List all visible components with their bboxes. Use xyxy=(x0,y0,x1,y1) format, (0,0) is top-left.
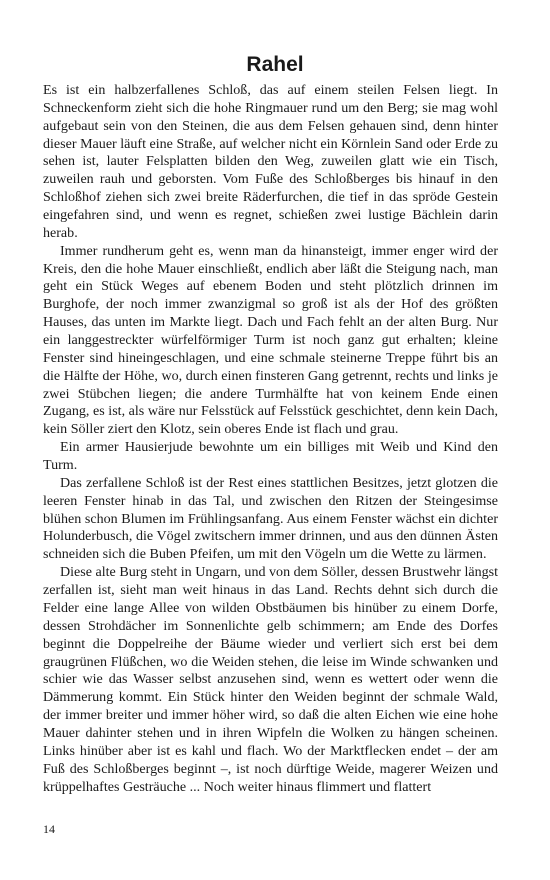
paragraph: Immer rundherum geht es, wenn man da hinansteigt, immer enger wird der Kreis, den die hohe Mauer einschließt, endlich aber läßt die Steigung nach, man geht ein Stück Weges auf ebenem Boden und steht plötzlich drinnen im Burghofe, der noch immer zwanzigmal so groß ist als der Hof des größten Hauses, das unten im Markte liegt. Dach und Fach fehlt an der alten Burg. Nur ein langgestreckter würfelförmiger Turm ist noch ganz gut erhalten; kleine Fenster sind hineingeschlagen, und eine schmale steinerne Treppe führt bis an die Hälfte der Höhe, wo, durch einen finsteren Gang getrennt, rechts und links je zwei Stübchen liegen; die andere Turmhälfte hat von keinem Ende einen Zugang, es ist, als wäre nur Felsstück auf Felsstück geschichtet, denn kein Dach, kein Söller ziert den Klotz, sein oberes Ende ist flach und grau. xyxy=(43,242,498,438)
paragraph: Es ist ein halbzerfallenes Schloß, das auf einem steilen Felsen liegt. In Schneckenform zieht sich die hohe Ringmauer rund um den Berg; sie mag wohl aufgebaut sein von den Steinen, die aus dem Felsen gehauen sind, denn hinter dieser Mauer läuft eine Straße, auf welcher nicht ein Körnlein Sand oder Erde zu sehen ist, lauter Felsplatten bilden den Weg, zuweilen glatt wie ein Tisch, zuweilen rauh und geborsten. Vom Fuße des Schloßberges bis hinauf in den Schloßhof ziehen sich zwei breite Räderfurchen, die tief in das spröde Gestein eingefahren sind, und wenn es regnet, schießen zwei lustige Bächlein darin herab. xyxy=(43,82,498,241)
chapter-title: Rahel xyxy=(246,53,304,76)
paragraph: Diese alte Burg steht in Ungarn, und von dem Söller, dessen Brustwehr längst zerfallen ist, sieht man weit hinaus in das Land. Rechts dehnt sich durch die Felder eine lange Allee von wilden Obstbäumen bis hinüber zu einem Dorfe, dessen Strohdächer im Sonnenlichte gelb schimmern; am Ende des Dorfes beginnt die Doppelreihe der Bäume wieder und verliert sich erst bei dem graugrünen Flüßchen, wo die Weiden stehen, die leise im Winde schwanken und schier wie das Wasser selbst anzusehen sind, wenn es wettert oder wenn die Dämmerung kommt. Ein Stück hinter den Weiden beginnt der schmale Wald, der immer breiter und immer höher wird, so daß die alten Eichen wie eine hohe Mauer dahinter stehen und in ihren Wipfeln die Wolken zu hängen scheinen. Links hinüber aber ist es kahl und flach. Wo der Marktflecken endet – der am Fuß des Schloßberges beginnt –, ist noch dürftige Weide, magerer Weizen und krüppelhaftes Gesträuche ... Noch weiter hinaus flimmert und flattert xyxy=(43,564,498,795)
page-number: 14 xyxy=(43,822,55,836)
paragraph: Ein armer Hausierjude bewohnte um ein billiges mit Weib und Kind den Turm. xyxy=(43,439,498,474)
paragraph: Das zerfallene Schloß ist der Rest eines stattlichen Besitzes, jetzt glotzen die leeren Fenster hinab in das Tal, und zwischen den Ritzen der Steingesimse blühen schon Blumen im Frühlingsanfang. Aus einem Fenster wächst ein dichter Holunderbusch, die Vögel zwitschern immer drinnen, und aus den dünnen Ästen schneiden sich die Buben Pfeifen, um mit den Vögeln um die Wette zu lärmen. xyxy=(43,474,498,563)
body-text xyxy=(43,82,498,796)
